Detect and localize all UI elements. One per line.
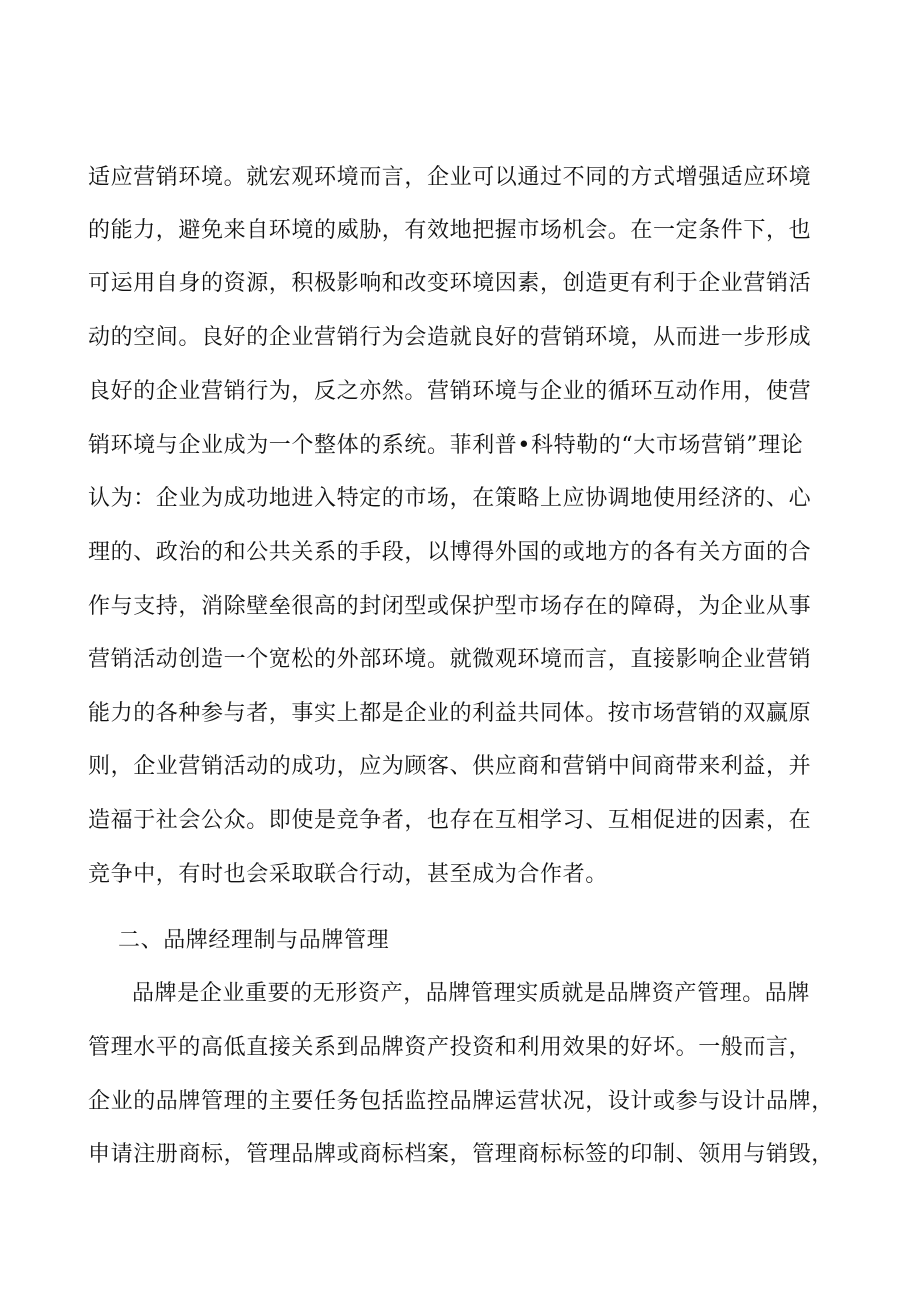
text-line: 销环境与企业成为一个整体的系统。菲利普•科特勒的“大市场营销”理论 <box>88 433 804 458</box>
text-line: 营销活动创造一个宽松的外部环境。就微观环境而言，直接影响企业营销 <box>88 647 812 672</box>
text-line: 认为：企业为成功地进入特定的市场，在策略上应协调地使用经济的、心 <box>88 486 812 511</box>
text-line: 品牌是企业重要的无形资产，品牌管理实质就是品牌资产管理。品牌 <box>132 981 811 1006</box>
text-line: 适应营销环境。就宏观环境而言，企业可以通过不同的方式增强适应环境 <box>88 165 812 190</box>
text-line: 则，企业营销活动的成功，应为顾客、供应商和营销中间商带来利益，并 <box>88 754 812 779</box>
text-line: 的能力，避免来自环境的威胁，有效地把握市场机会。在一定条件下，也 <box>88 218 812 243</box>
text-line: 可运用自身的资源，积极影响和改变环境因素，创造更有利于企业营销活 <box>88 271 812 296</box>
text-line: 动的空间。良好的企业营销行为会造就良好的营销环境，从而进一步形成 <box>88 325 812 350</box>
text-line: 企业的品牌管理的主要任务包括监控品牌运营状况，设计或参与设计品牌， <box>88 1089 834 1114</box>
text-line: 竞争中，有时也会采取联合行动，甚至成为合作者。 <box>88 862 608 887</box>
text-line: 良好的企业营销行为，反之亦然。营销环境与企业的循环互动作用，使营 <box>88 379 812 404</box>
text-line: 造福于社会公众。即使是竞争者，也存在互相学习、互相促进的因素，在 <box>88 808 812 833</box>
text-line: 能力的各种参与者，事实上都是企业的利益共同体。按市场营销的双赢原 <box>88 701 812 726</box>
section-heading: 二、品牌经理制与品牌管理 <box>118 928 390 953</box>
text-line: 管理水平的高低直接关系到品牌资产投资和利用效果的好坏。一般而言， <box>88 1035 812 1060</box>
text-line: 作与支持，消除壁垒很高的封闭型或保护型市场存在的障碍，为企业从事 <box>88 594 812 619</box>
text-line: 理的、政治的和公共关系的手段，以博得外国的或地方的各有关方面的合 <box>88 540 812 565</box>
text-line: 申请注册商标，管理品牌或商标档案，管理商标标签的印制、领用与销毁， <box>88 1142 834 1167</box>
